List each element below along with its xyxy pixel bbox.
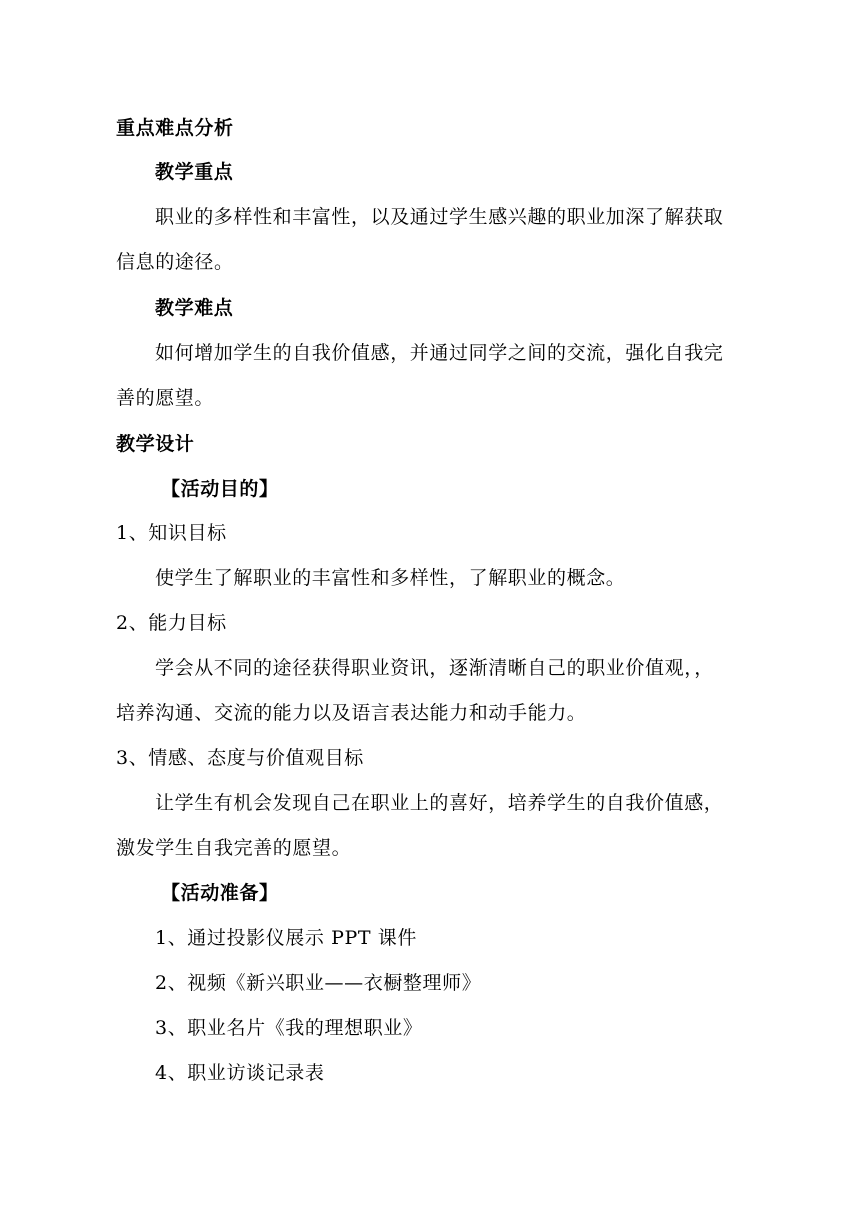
difficulty-heading: 教学难点 (155, 297, 234, 319)
key-point-heading: 教学重点 (155, 161, 234, 183)
goal-1-title: 1、知识目标 (116, 522, 227, 544)
prep-item-4: 4、职业访谈记录表 (155, 1062, 325, 1084)
design-heading: 教学设计 (116, 433, 195, 455)
prep-item-3: 3、职业名片《我的理想职业》 (155, 1017, 423, 1039)
analysis-heading: 重点难点分析 (116, 117, 234, 139)
difficulty-line-1: 如何增加学生的自我价值感，并通过同学之间的交流，强化自我完 (155, 342, 724, 364)
goal-2-title: 2、能力目标 (116, 612, 227, 634)
goal-3-title: 3、情感、态度与价值观目标 (116, 747, 364, 769)
goal-1-text: 使学生了解职业的丰富性和多样性，了解职业的概念。 (155, 567, 626, 589)
difficulty-line-2: 善的愿望。 (116, 387, 215, 409)
goal-2-line-1: 学会从不同的途径获得职业资讯，逐渐清晰自己的职业价值观，， (155, 657, 714, 679)
goal-2-line-2: 培养沟通、交流的能力以及语言表达能力和动手能力。 (116, 702, 587, 724)
prep-item-2: 2、视频《新兴职业——衣橱整理师》 (155, 972, 482, 994)
key-point-line-1: 职业的多样性和丰富性，以及通过学生感兴趣的职业加深了解获取 (155, 206, 724, 228)
prep-item-1: 1、通过投影仪展示 PPT 课件 (155, 927, 418, 949)
key-point-line-2: 信息的途径。 (116, 251, 234, 273)
purpose-heading: 【活动目的】 (161, 478, 279, 500)
goal-3-line-1: 让学生有机会发现自己在职业上的喜好，培养学生的自我价值感， (155, 792, 724, 814)
goal-3-line-2: 激发学生自我完善的愿望。 (116, 837, 352, 859)
prep-heading: 【活动准备】 (161, 882, 279, 904)
